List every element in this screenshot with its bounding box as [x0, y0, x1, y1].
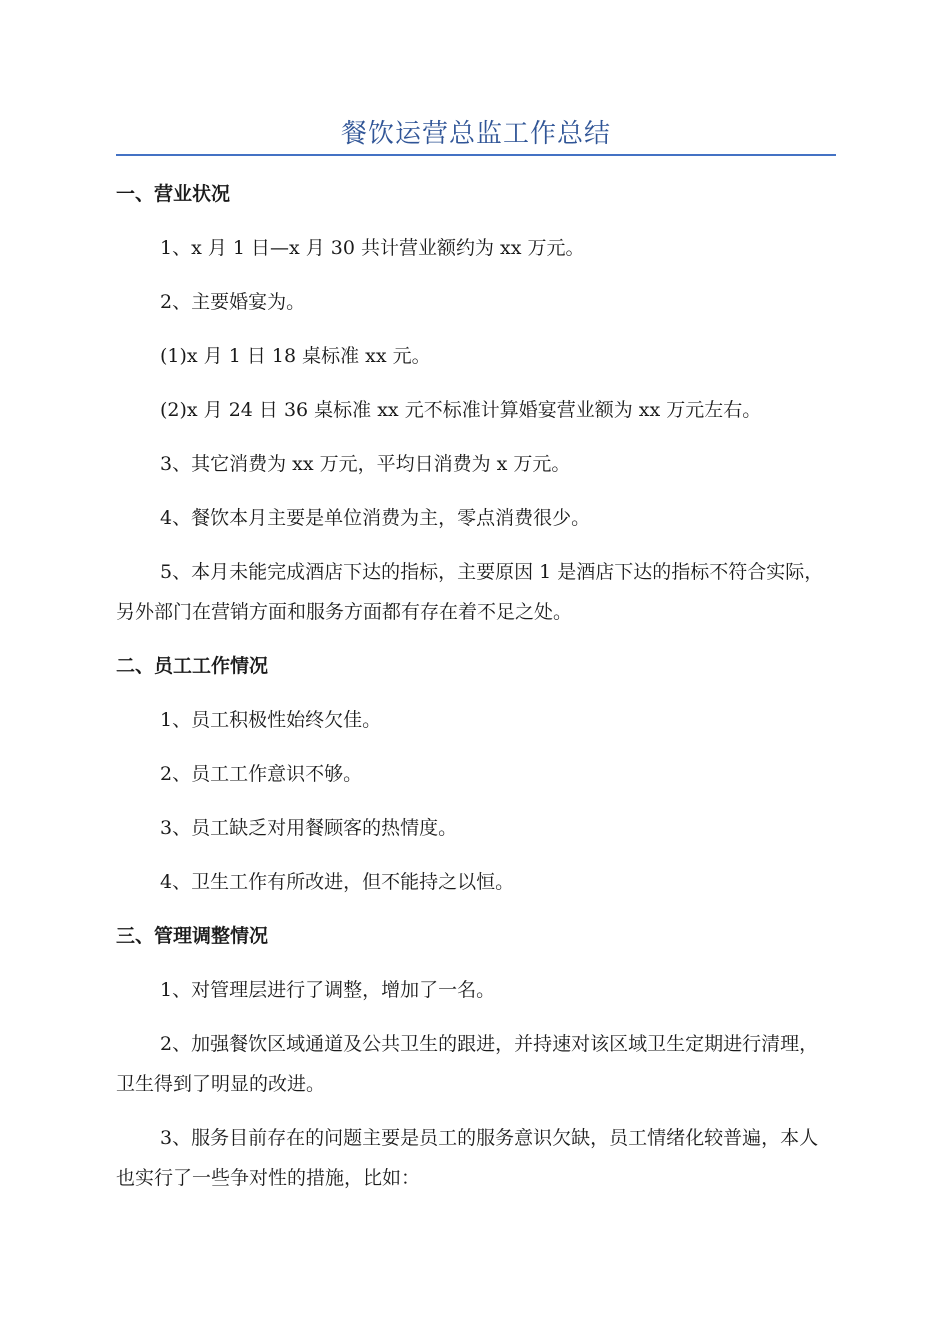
paragraph: 2、加强餐饮区域通道及公共卫生的跟进，并持速对该区域卫生定期进行清理，卫生得到了明显的改进。 [116, 1033, 819, 1095]
paragraph: 4、卫生工作有所改进，但不能持之以恒。 [160, 871, 515, 893]
paragraph: 3、服务目前存在的问题主要是员工的服务意识欠缺，员工情绪化较普遍，本人也实行了一些争对性的措施，比如： [116, 1127, 819, 1189]
paragraph: 3、员工缺乏对用餐顾客的热情度。 [160, 817, 458, 839]
paragraph: 3、其它消费为 xx 万元，平均日消费为 x 万元。 [160, 453, 571, 475]
paragraph: (1)x 月 1 日 18 桌标准 xx 元。 [160, 345, 431, 367]
paragraph: 2、员工工作意识不够。 [160, 763, 363, 785]
paragraph: 1、x 月 1 日—x 月 30 共计营业额约为 xx 万元。 [160, 237, 585, 259]
document-title: 餐饮运营总监工作总结 [340, 119, 611, 149]
paragraph: 2、主要婚宴为。 [160, 291, 306, 313]
section-heading-management: 三、管理调整情况 [116, 925, 269, 947]
section-heading-business: 一、营业状况 [116, 183, 231, 205]
paragraph: 4、餐饮本月主要是单位消费为主，零点消费很少。 [160, 507, 591, 529]
section-heading-staff: 二、员工工作情况 [116, 655, 269, 677]
paragraph: 1、对管理层进行了调整，增加了一名。 [160, 979, 496, 1001]
document-body [116, 174, 836, 1212]
paragraph: 5、本月未能完成酒店下达的指标，主要原因 1 是酒店下达的指标不符合实际，另外部门在营销方面和服务方面都有存在着不足之处。 [116, 561, 824, 623]
title-underline [116, 154, 836, 156]
paragraph: (2)x 月 24 日 36 桌标准 xx 元不标准计算婚宴营业额为 xx 万元左右。 [160, 399, 762, 421]
paragraph: 1、员工积极性始终欠佳。 [160, 709, 382, 731]
